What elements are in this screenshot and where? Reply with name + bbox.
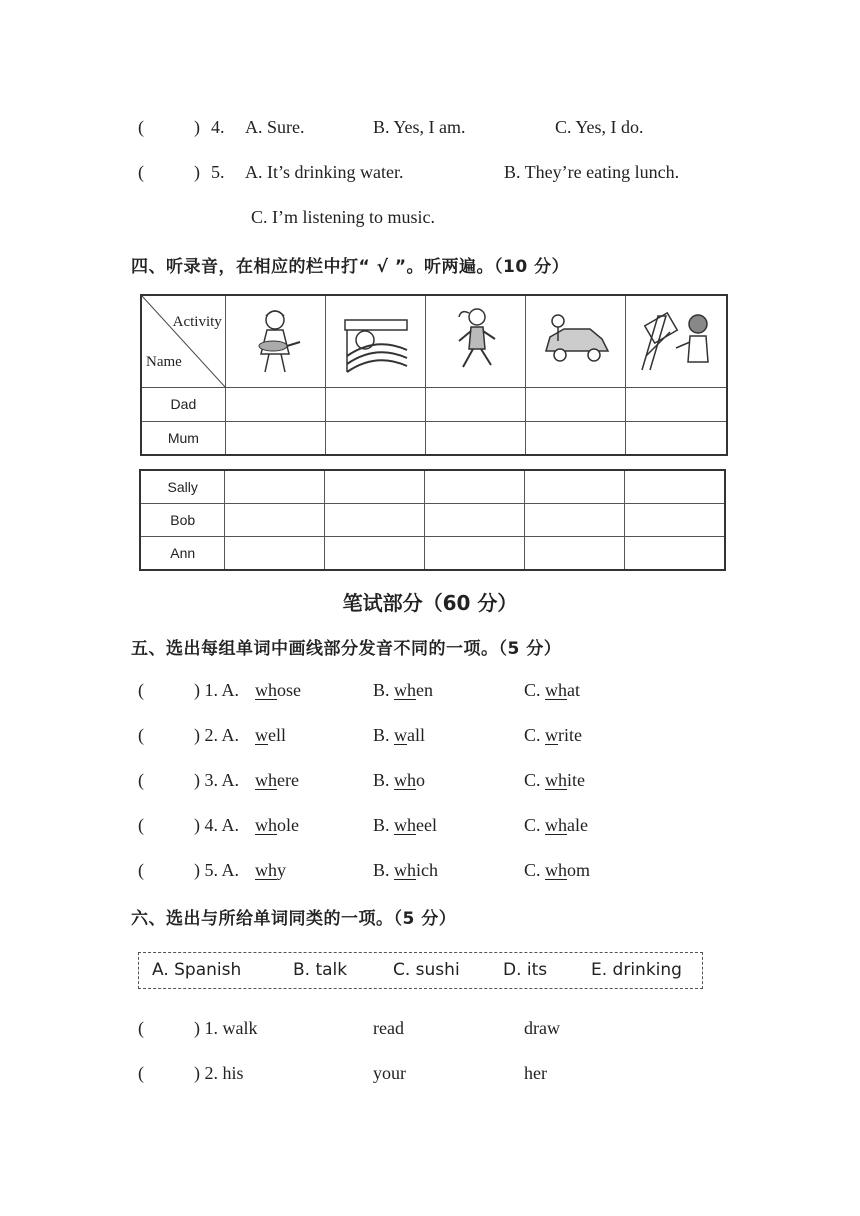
table-row <box>141 421 727 455</box>
option-b: B. who <box>373 770 426 790</box>
answer-paren[interactable]: ( <box>138 1018 144 1038</box>
option-b: B. when <box>373 680 434 700</box>
option-c: C. whom <box>524 860 591 880</box>
item-number: ) 2. A. <box>194 725 239 745</box>
word-3: her <box>524 1063 547 1083</box>
row-name-sally: Sally <box>140 470 225 504</box>
word-bank-option: D. its <box>503 960 548 980</box>
option-a: where <box>255 770 299 790</box>
answer-cell[interactable] <box>325 387 425 421</box>
written-part-title: 笔试部分（60 分） <box>342 591 518 615</box>
item-number: ) 4. A. <box>194 815 239 835</box>
row-name-mum: Mum <box>141 421 225 455</box>
cooking-icon <box>245 306 305 376</box>
table-row <box>140 536 725 570</box>
item-number: ) 1. walk <box>194 1018 258 1038</box>
row-name-bob: Bob <box>140 504 225 537</box>
row-name-dad: Dad <box>141 387 225 421</box>
option-c: C. I’m listening to music. <box>251 207 435 227</box>
washing-car-icon <box>540 311 612 371</box>
section-heading-4: 四、听录音，在相应的栏中打“ √ ”。听两遍。（10 分） <box>131 257 570 277</box>
option-c: C. white <box>524 770 586 790</box>
answer-cell[interactable] <box>625 504 725 537</box>
corner-name-label: Name <box>146 354 182 370</box>
word-bank-option: B. talk <box>293 960 348 980</box>
answer-cell[interactable] <box>325 421 425 455</box>
item-number: ) 2. his <box>194 1063 244 1083</box>
sleeping-icon <box>341 306 411 376</box>
word-bank-option: E. drinking <box>591 960 682 980</box>
section-heading-5: 五、选出每组单词中画线部分发音不同的一项。（5 分） <box>131 639 562 659</box>
option-b: B. Yes, I am. <box>373 117 466 137</box>
answer-cell[interactable] <box>426 387 526 421</box>
activity-sleeping <box>325 295 425 387</box>
answer-paren[interactable]: ( <box>138 815 144 835</box>
answer-cell[interactable] <box>425 470 525 504</box>
answer-cell[interactable] <box>626 421 727 455</box>
row-name-ann: Ann <box>140 536 225 570</box>
option-a: well <box>255 725 286 745</box>
answer-paren-close: ) <box>194 162 200 182</box>
word-bank-option: C. sushi <box>393 960 460 980</box>
answer-paren[interactable]: ( <box>138 1063 144 1083</box>
word-3: draw <box>524 1018 560 1038</box>
answer-cell[interactable] <box>225 504 325 537</box>
section-heading-6: 六、选出与所给单词同类的一项。（5 分） <box>131 909 457 929</box>
item-number: ) 5. A. <box>194 860 239 880</box>
answer-cell[interactable] <box>425 536 525 570</box>
answer-cell[interactable] <box>325 536 425 570</box>
answer-cell[interactable] <box>426 421 526 455</box>
option-a: A. Sure. <box>245 117 305 137</box>
option-a: why <box>255 860 286 880</box>
option-b: B. They’re eating lunch. <box>504 162 680 182</box>
painting-icon <box>636 306 716 376</box>
option-b: B. which <box>373 860 439 880</box>
option-a: A. It’s drinking water. <box>245 162 404 182</box>
word-2: read <box>373 1018 404 1038</box>
option-b: B. wall <box>373 725 426 745</box>
answer-cell[interactable] <box>225 421 325 455</box>
answer-cell[interactable] <box>525 536 625 570</box>
answer-cell[interactable] <box>626 387 727 421</box>
answer-cell[interactable] <box>625 536 725 570</box>
item-number: ) 1. A. <box>194 680 239 700</box>
answer-cell[interactable] <box>225 387 325 421</box>
option-c: C. Yes, I do. <box>555 117 644 137</box>
option-c: C. write <box>524 725 583 745</box>
activity-washing-car <box>526 295 626 387</box>
option-a: whose <box>255 680 301 700</box>
table-row <box>140 470 725 504</box>
activity-table-2 <box>139 469 726 571</box>
answer-cell[interactable] <box>225 470 325 504</box>
item-number: ) 3. A. <box>194 770 239 790</box>
word-bank-option: A. Spanish <box>152 960 242 980</box>
answer-cell[interactable] <box>225 536 325 570</box>
diagonal-line <box>142 296 226 388</box>
word-2: your <box>373 1063 406 1083</box>
answer-cell[interactable] <box>526 421 626 455</box>
table-row <box>141 387 727 421</box>
answer-cell[interactable] <box>425 504 525 537</box>
option-b: B. wheel <box>373 815 437 835</box>
answer-paren-open[interactable]: ( <box>138 117 144 137</box>
answer-cell[interactable] <box>325 470 425 504</box>
activity-running <box>426 295 526 387</box>
activity-painting <box>626 295 727 387</box>
option-c: C. whale <box>524 815 588 835</box>
table-corner-header <box>141 295 225 387</box>
answer-cell[interactable] <box>625 470 725 504</box>
corner-activity-label: Activity <box>172 314 222 330</box>
table-row <box>140 504 725 537</box>
option-a: whole <box>255 815 299 835</box>
item-number: 5. <box>211 162 225 182</box>
answer-cell[interactable] <box>525 504 625 537</box>
answer-cell[interactable] <box>526 387 626 421</box>
answer-paren[interactable]: ( <box>138 680 144 700</box>
answer-paren[interactable]: ( <box>138 725 144 745</box>
option-c: C. what <box>524 680 581 700</box>
activity-cooking <box>225 295 325 387</box>
answer-paren-close: ) <box>194 117 200 137</box>
activity-table-1 <box>140 294 728 456</box>
answer-paren[interactable]: ( <box>138 860 144 880</box>
answer-paren-open[interactable]: ( <box>138 162 144 182</box>
answer-cell[interactable] <box>525 470 625 504</box>
running-icon <box>451 305 501 377</box>
answer-paren[interactable]: ( <box>138 770 144 790</box>
item-number: 4. <box>211 117 225 137</box>
answer-cell[interactable] <box>325 504 425 537</box>
